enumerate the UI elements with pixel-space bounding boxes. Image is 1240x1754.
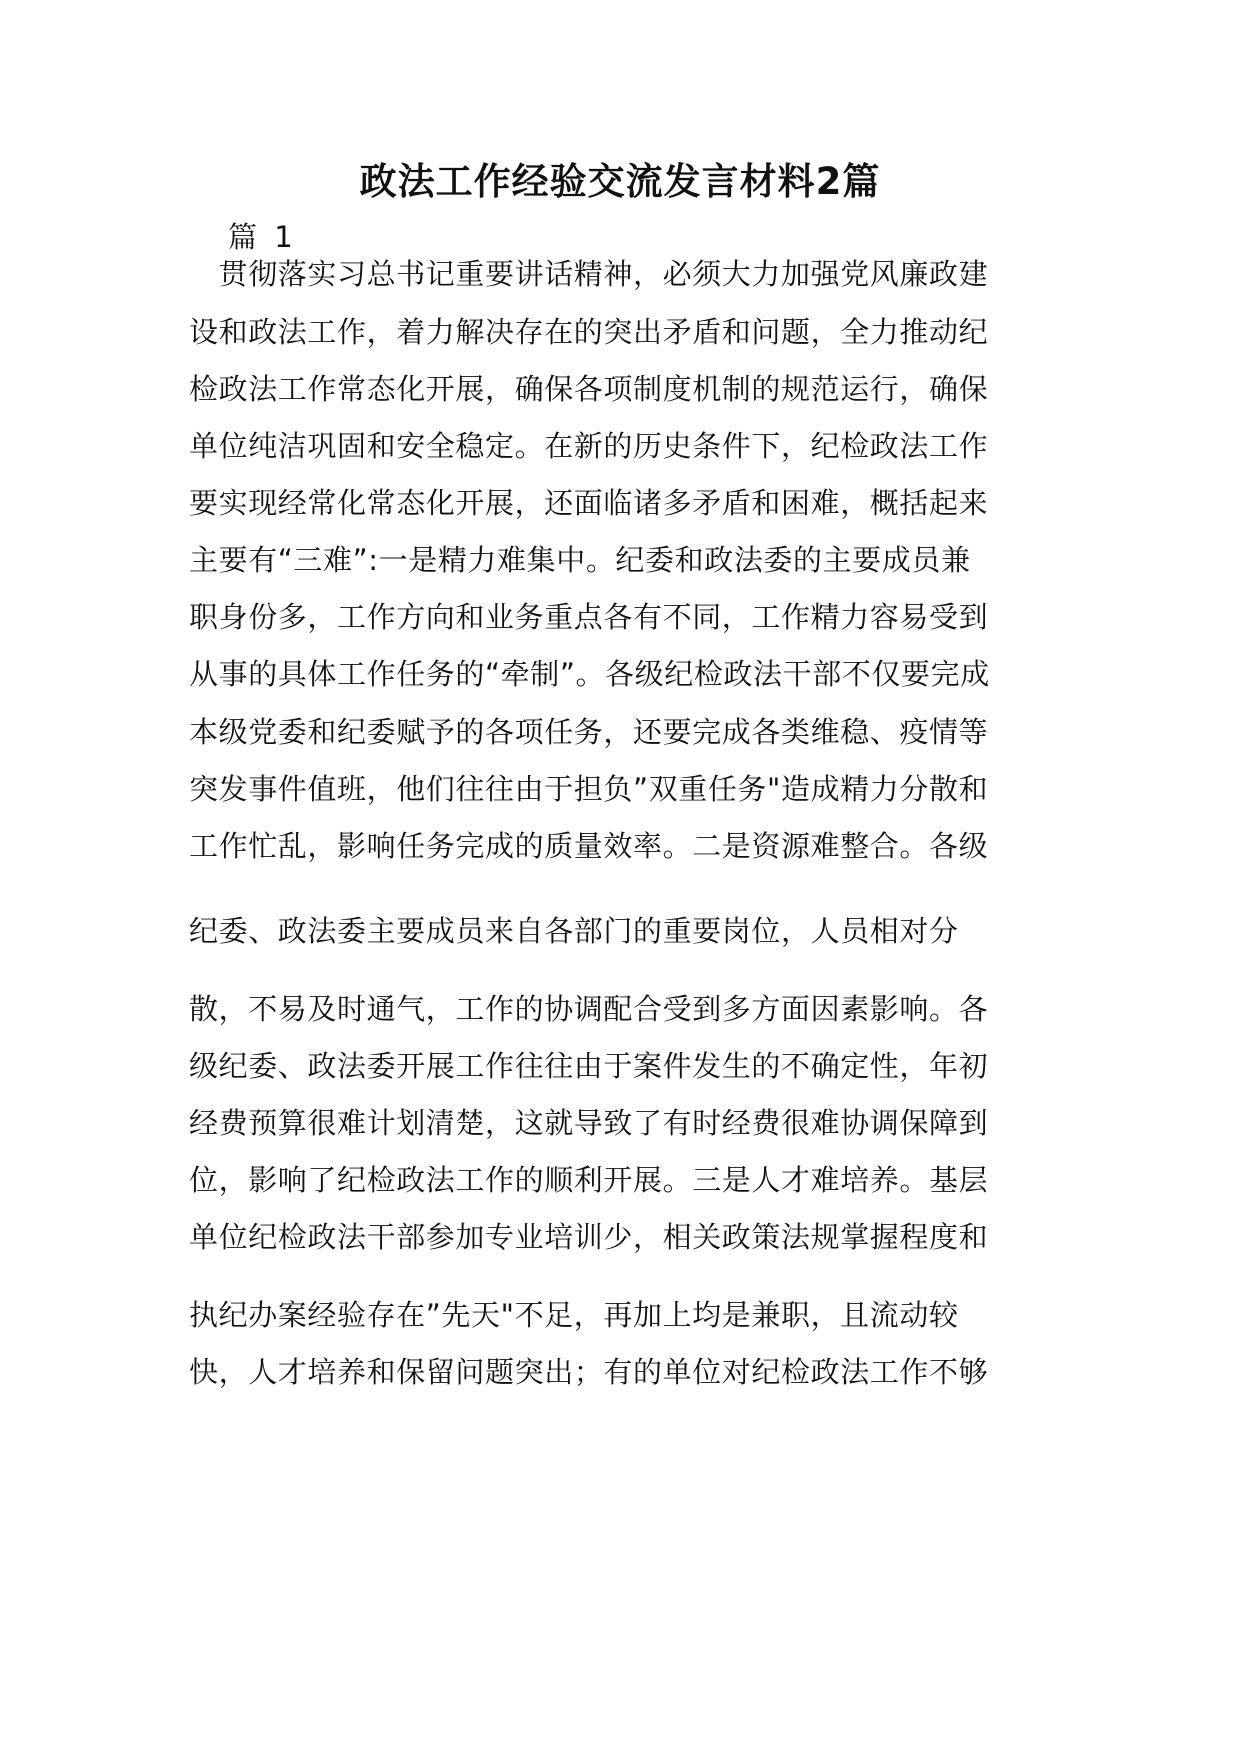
paragraph-line: 级纪委、政法委开展工作往往由于案件发生的不确定性，年初: [189, 1049, 989, 1083]
paragraph-line: 工作忙乱，影响任务完成的质量效率。二是资源难整合。各级: [189, 829, 989, 863]
paragraph-line: 纪委、政法委主要成员来自各部门的重要岗位，人员相对分: [189, 914, 959, 948]
paragraph-line: 主要有“三难”:一是精力难集中。纪委和政法委的主要成员兼: [189, 543, 971, 577]
paragraph-line: 执纪办案经验存在”先天"不足，再加上均是兼职，且流动较: [189, 1298, 959, 1332]
paragraph-line: 单位纪检政法干部参加专业培训少，相关政策法规掌握程度和: [189, 1220, 989, 1254]
paragraph-line: 从事的具体工作任务的“牵制”。各级纪检政法干部不仅要完成: [189, 657, 990, 691]
paragraph-line: 本级党委和纪委赋予的各项任务，还要完成各类维稳、疫情等: [189, 715, 989, 749]
paragraph-line: 快，人才培养和保留问题突出；有的单位对纪检政法工作不够: [189, 1355, 989, 1389]
paragraph-line: 突发事件值班，他们往往由于担负”双重任务"造成精力分散和: [189, 772, 989, 806]
paragraph-line: 要实现经常化常态化开展，还面临诸多矛盾和困难，概括起来: [189, 486, 989, 520]
paragraph-line: 设和政法工作，着力解决存在的突出矛盾和问题，全力推动纪: [189, 315, 989, 349]
paragraph-line: 单位纯洁巩固和安全稳定。在新的历史条件下，纪检政法工作: [189, 429, 989, 463]
section-label: 篇 1: [228, 220, 297, 254]
paragraph-line: 经费预算很难计划清楚，这就导致了有时经费很难协调保障到: [189, 1106, 989, 1140]
page-title: 政法工作经验交流发言材料2篇: [359, 160, 881, 203]
paragraph-line: 检政法工作常态化开展，确保各项制度机制的规范运行，确保: [189, 372, 989, 406]
paragraph-line: 位，影响了纪检政法工作的顺利开展。三是人才难培养。基层: [189, 1163, 989, 1197]
paragraph-line: 贯彻落实习总书记重要讲话精神，必须大力加强党风廉政建: [189, 257, 989, 291]
paragraph-line: 职身份多，工作方向和业务重点各有不同，工作精力容易受到: [189, 600, 989, 634]
paragraph-line: 散，不易及时通气，工作的协调配合受到多方面因素影响。各: [189, 992, 989, 1026]
